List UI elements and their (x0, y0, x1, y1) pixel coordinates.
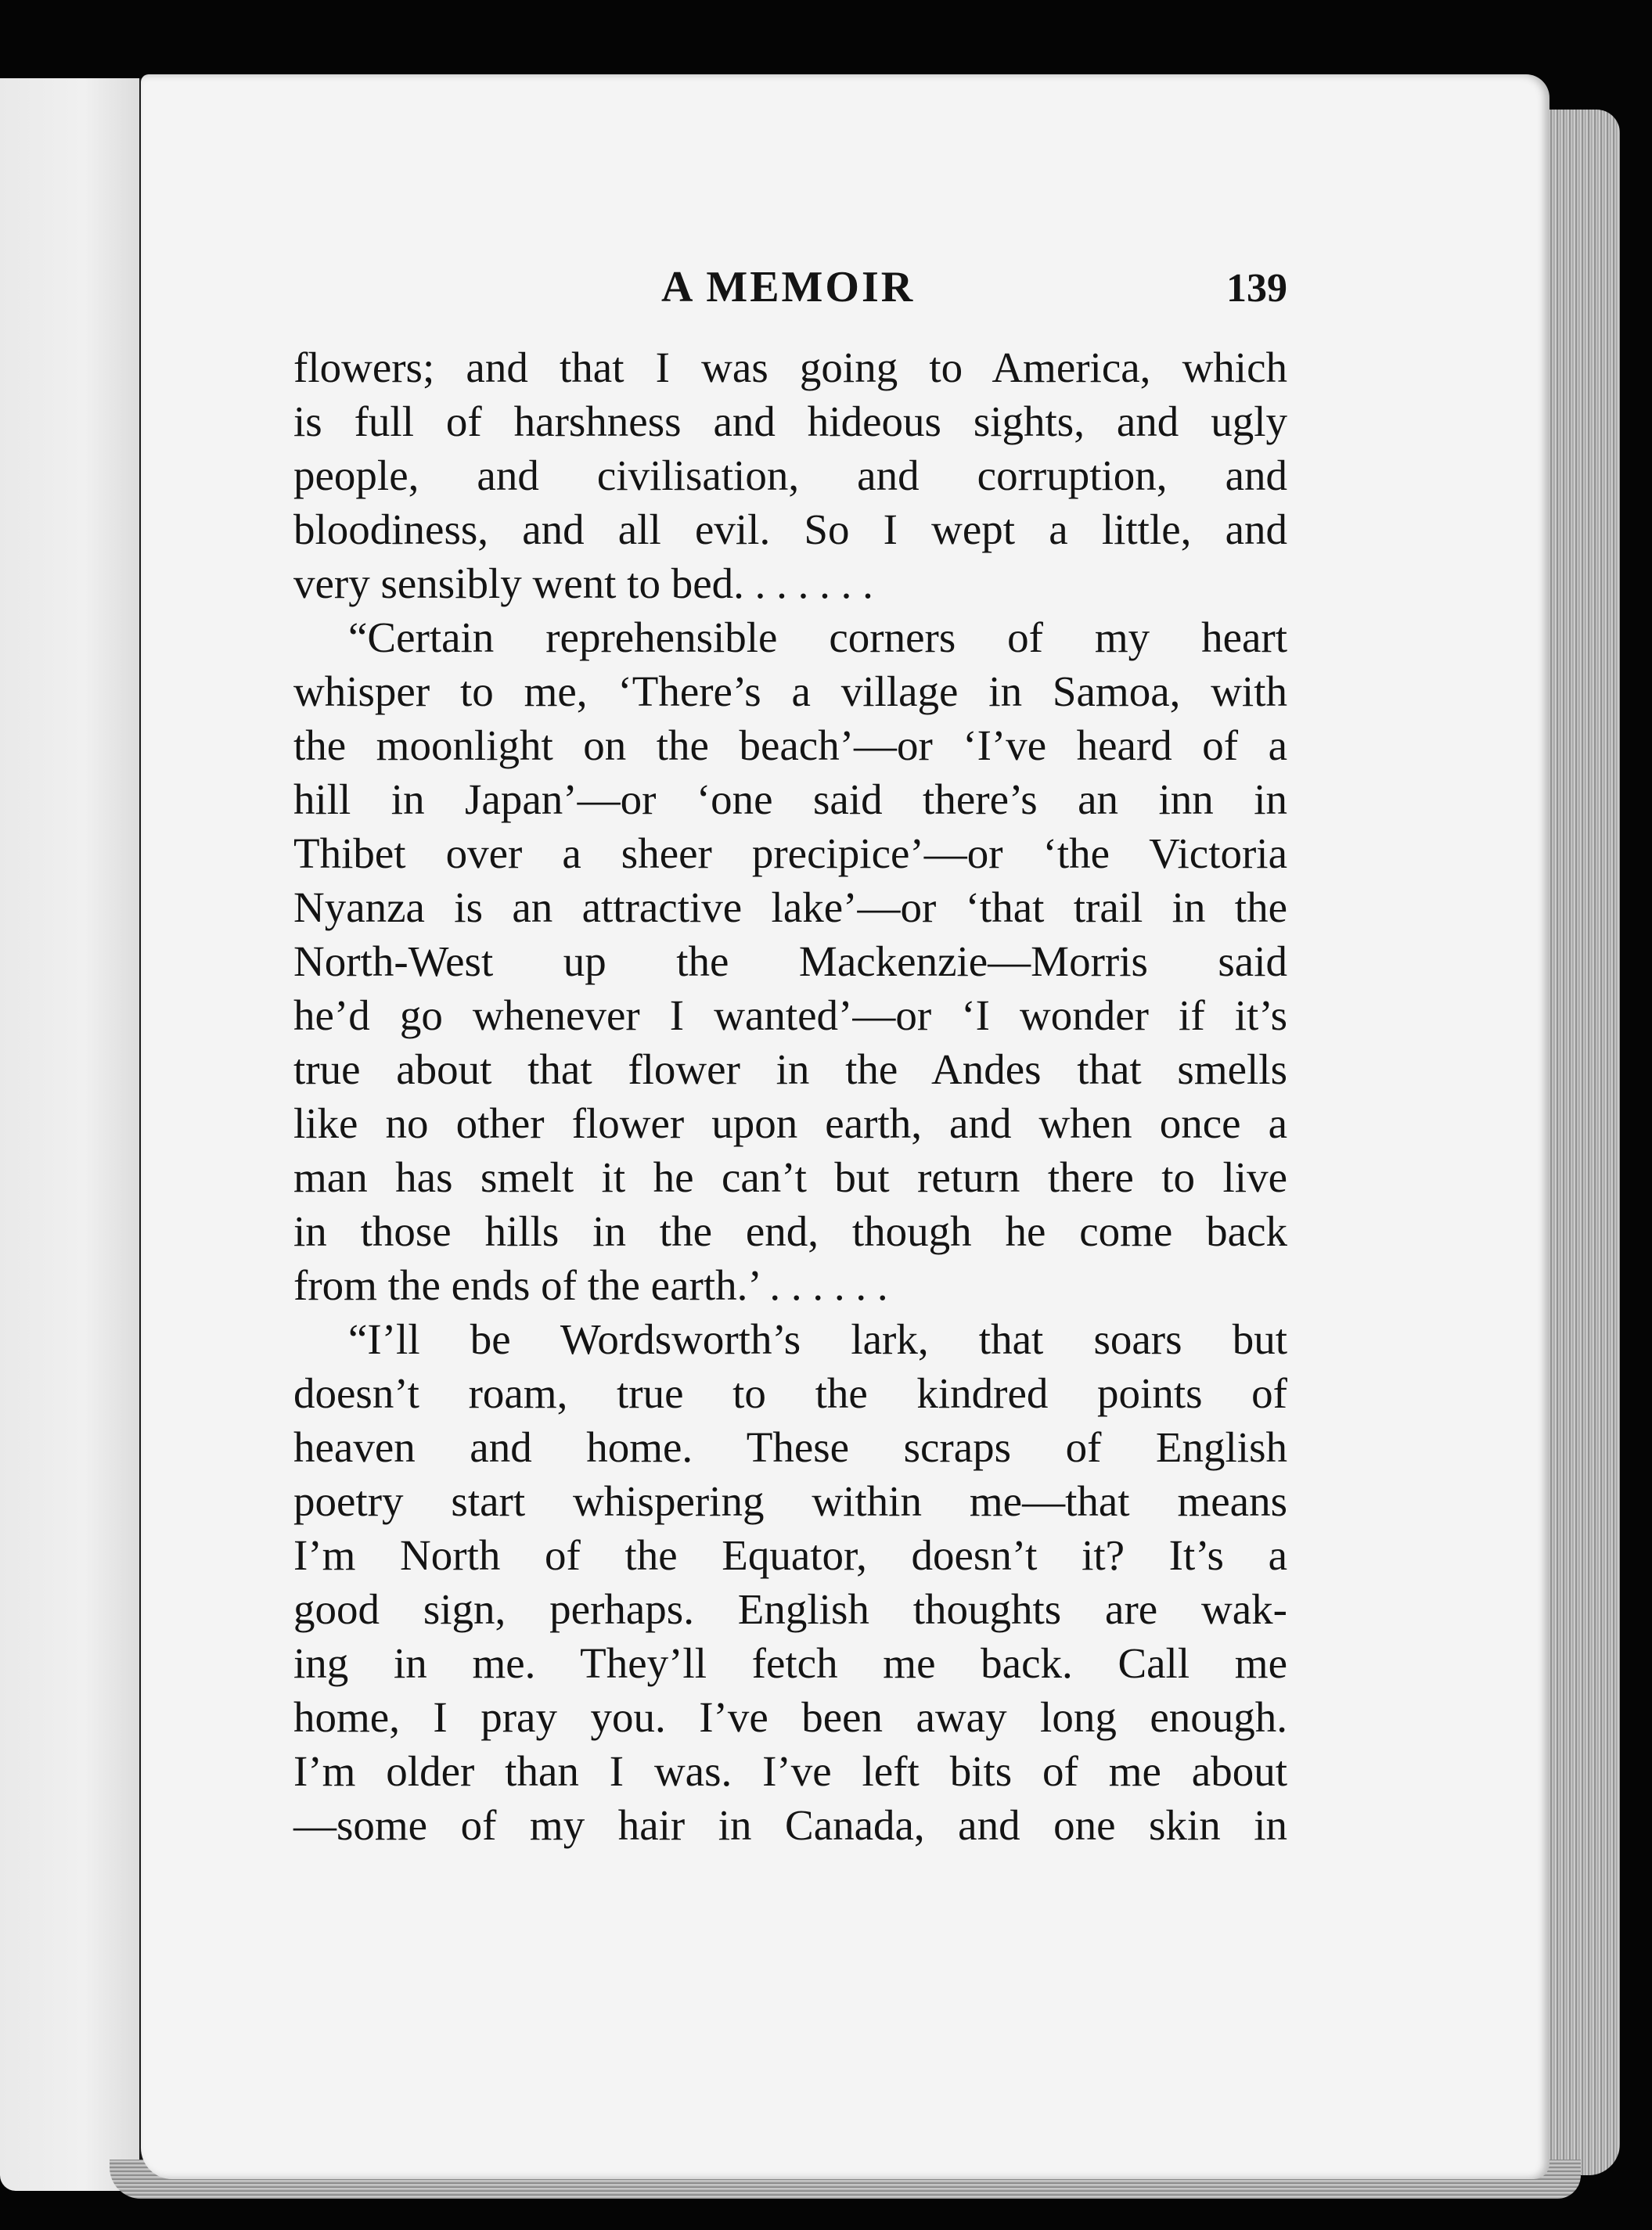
text-line: North-West up the Mackenzie—Morris said (293, 937, 1287, 985)
text-line: in those hills in the end, though he come back (293, 1207, 1287, 1255)
text-line: I’m North of the Equator, doesn’t it? It’s a (293, 1531, 1287, 1579)
previous-page-edge (0, 78, 141, 2191)
running-head: A MEMOIR (661, 263, 916, 311)
text-line: home, I pray you. I’ve been away long enough. (293, 1693, 1287, 1741)
text-line: “Certain reprehensible corners of my heart (348, 613, 1287, 661)
text-line: flowers; and that I was going to America, which (293, 343, 1287, 391)
text-line: whisper to me, ‘There’s a village in Samoa, with (293, 667, 1287, 715)
page-text-block (293, 254, 1287, 1852)
text-line: good sign, perhaps. English thoughts are wak- (293, 1585, 1287, 1633)
page-number: 139 (1226, 266, 1287, 311)
text-line: poetry start whispering within me—that means (293, 1477, 1287, 1525)
text-line: Nyanza is an attractive lake’—or ‘that trail in the (293, 883, 1287, 931)
text-line: ing in me. They’ll fetch me back. Call me (293, 1639, 1287, 1687)
text-line: like no other flower upon earth, and when once a (293, 1099, 1287, 1147)
text-line: “I’ll be Wordsworth’s lark, that soars but (348, 1315, 1287, 1363)
page-header (293, 254, 1287, 340)
text-line: is full of harshness and hideous sights, and ugly (293, 397, 1287, 445)
text-line: bloodiness, and all evil. So I wept a little, and (293, 505, 1287, 553)
text-line: doesn’t roam, true to the kindred points of (293, 1369, 1287, 1417)
text-line: people, and civilisation, and corruption, and (293, 451, 1287, 499)
text-line: —some of my hair in Canada, and one skin in (293, 1801, 1287, 1849)
text-line: hill in Japan’—or ‘one said there’s an inn in (293, 775, 1287, 823)
text-line: the moonlight on the beach’—or ‘I’ve heard of a (293, 721, 1287, 769)
text-line: heaven and home. These scraps of English (293, 1423, 1287, 1471)
text-line: very sensibly went to bed. . . . . . . (293, 559, 873, 607)
text-line: from the ends of the earth.’ . . . . . . (293, 1261, 888, 1309)
body-text (293, 340, 1287, 1852)
text-line: I’m older than I was. I’ve left bits of me about (293, 1747, 1287, 1795)
text-line: man has smelt it he can’t but return there to live (293, 1153, 1287, 1201)
text-line: Thibet over a sheer precipice’—or ‘the Victoria (293, 829, 1287, 877)
text-line: he’d go whenever I wanted’—or ‘I wonder if it’s (293, 991, 1287, 1039)
text-line: true about that flower in the Andes that smells (293, 1045, 1287, 1093)
